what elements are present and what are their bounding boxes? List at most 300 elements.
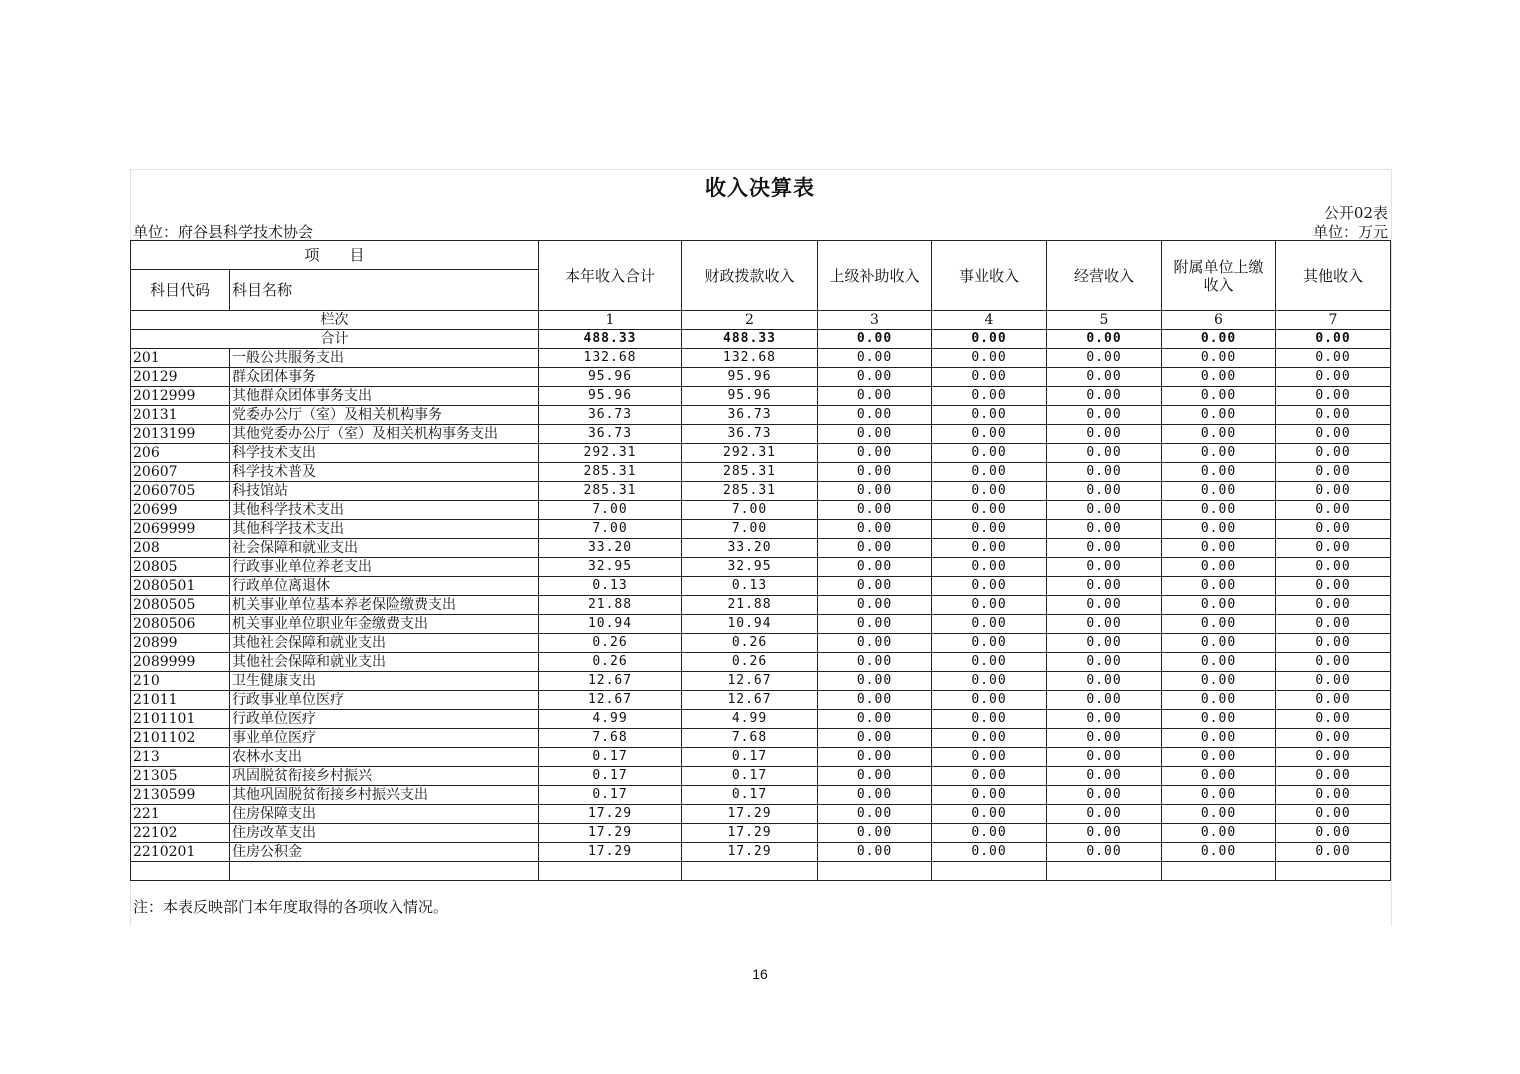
zero-value: 0.00 (1047, 748, 1162, 767)
income-total: 0.17 (539, 786, 682, 805)
header-col-6: 附属单位上缴收入 (1162, 241, 1276, 311)
zero-value: 0.00 (932, 805, 1047, 824)
subject-code: 201 (131, 349, 230, 368)
table-row (131, 672, 1391, 691)
fiscal-appropriation: 7.68 (682, 729, 818, 748)
subject-name: 住房保障支出 (230, 805, 539, 824)
zero-value: 0.00 (818, 672, 932, 691)
subject-name: 党委办公厅（室）及相关机构事务 (230, 406, 539, 425)
table-row (131, 482, 1391, 501)
zero-value: 0.00 (1276, 634, 1391, 653)
empty-cell (818, 862, 932, 881)
page-title: 收入决算表 (705, 175, 815, 200)
subject-code: 2080501 (131, 577, 230, 596)
zero-value: 0.00 (818, 653, 932, 672)
zero-value: 0.00 (818, 786, 932, 805)
income-total: 4.99 (539, 710, 682, 729)
zero-value: 0.00 (1047, 463, 1162, 482)
zero-value: 0.00 (932, 824, 1047, 843)
zero-value: 0.00 (1162, 729, 1276, 748)
subject-code: 2101102 (131, 729, 230, 748)
income-total: 95.96 (539, 368, 682, 387)
empty-cell (539, 862, 682, 881)
total-row (131, 330, 1391, 349)
form-number: 公开02表 (1323, 204, 1388, 222)
income-total: 12.67 (539, 672, 682, 691)
column-number-row (131, 311, 1391, 330)
zero-value: 0.00 (1276, 729, 1391, 748)
zero-value: 0.00 (932, 482, 1047, 501)
subject-code: 2101101 (131, 710, 230, 729)
column-number-label: 栏次 (131, 311, 539, 330)
subject-code: 221 (131, 805, 230, 824)
zero-value: 0.00 (1047, 767, 1162, 786)
zero-value: 0.00 (1276, 843, 1391, 862)
table-row (131, 520, 1391, 539)
empty-cell (131, 862, 230, 881)
income-total: 36.73 (539, 406, 682, 425)
zero-value: 0.00 (1047, 653, 1162, 672)
fiscal-appropriation: 7.00 (682, 501, 818, 520)
fiscal-appropriation: 17.29 (682, 824, 818, 843)
zero-value: 0.00 (818, 368, 932, 387)
subject-code: 208 (131, 539, 230, 558)
fiscal-appropriation: 95.96 (682, 387, 818, 406)
zero-value: 0.00 (1162, 501, 1276, 520)
income-total: 12.67 (539, 691, 682, 710)
zero-value: 0.00 (1162, 368, 1276, 387)
zero-value: 0.00 (1047, 729, 1162, 748)
zero-value: 0.00 (1162, 463, 1276, 482)
header-col-2: 财政拨款收入 (682, 241, 818, 311)
subject-name: 其他群众团体事务支出 (230, 387, 539, 406)
subject-code: 20699 (131, 501, 230, 520)
zero-value: 0.00 (1162, 406, 1276, 425)
table-row (131, 824, 1391, 843)
table-row (131, 349, 1391, 368)
table-row (131, 691, 1391, 710)
zero-value: 0.00 (1276, 824, 1391, 843)
subject-code: 2080505 (131, 596, 230, 615)
zero-value: 0.00 (1162, 558, 1276, 577)
fiscal-appropriation: 132.68 (682, 349, 818, 368)
zero-value: 0.00 (932, 368, 1047, 387)
table-row (131, 805, 1391, 824)
subject-code: 22102 (131, 824, 230, 843)
table-row (131, 425, 1391, 444)
subject-code: 21011 (131, 691, 230, 710)
zero-value: 0.00 (932, 349, 1047, 368)
zero-value: 0.00 (1047, 824, 1162, 843)
zero-value: 0.00 (818, 539, 932, 558)
zero-value: 0.00 (818, 824, 932, 843)
fiscal-appropriation: 0.26 (682, 634, 818, 653)
zero-value: 0.00 (818, 520, 932, 539)
subject-code: 21305 (131, 767, 230, 786)
zero-value: 0.00 (932, 843, 1047, 862)
subject-name: 住房公积金 (230, 843, 539, 862)
subject-code: 20607 (131, 463, 230, 482)
zero-value: 0.00 (1047, 843, 1162, 862)
subject-name: 事业单位医疗 (230, 729, 539, 748)
zero-value: 0.00 (1162, 596, 1276, 615)
zero-value: 0.00 (1047, 539, 1162, 558)
fiscal-appropriation: 0.26 (682, 653, 818, 672)
zero-value: 0.00 (818, 843, 932, 862)
subject-code: 20805 (131, 558, 230, 577)
zero-value: 0.00 (1162, 748, 1276, 767)
income-total: 17.29 (539, 843, 682, 862)
zero-value: 0.00 (1162, 767, 1276, 786)
fiscal-appropriation: 0.17 (682, 786, 818, 805)
zero-value: 0.00 (1276, 577, 1391, 596)
zero-value: 0.00 (1276, 539, 1391, 558)
fiscal-appropriation: 33.20 (682, 539, 818, 558)
zero-value: 0.00 (932, 463, 1047, 482)
zero-value: 0.00 (1162, 539, 1276, 558)
income-total: 7.00 (539, 520, 682, 539)
subject-name: 其他社会保障和就业支出 (230, 653, 539, 672)
column-number: 5 (1047, 311, 1162, 330)
zero-value: 0.00 (1276, 805, 1391, 824)
zero-value: 0.00 (932, 577, 1047, 596)
subject-name: 行政单位离退休 (230, 577, 539, 596)
zero-value: 0.00 (1162, 520, 1276, 539)
zero-value: 0.00 (1162, 653, 1276, 672)
column-number: 3 (818, 311, 932, 330)
zero-value: 0.00 (818, 767, 932, 786)
zero-value: 0.00 (818, 634, 932, 653)
total-label: 合计 (131, 330, 539, 349)
zero-value: 0.00 (1276, 425, 1391, 444)
footnote: 注：本表反映部门本年度取得的各项收入情况。 (133, 898, 449, 916)
subject-name: 科技馆站 (230, 482, 539, 501)
zero-value: 0.00 (1047, 349, 1162, 368)
zero-value: 0.00 (818, 444, 932, 463)
income-total: 17.29 (539, 805, 682, 824)
income-total: 36.73 (539, 425, 682, 444)
subject-code: 2013199 (131, 425, 230, 444)
subject-code: 2069999 (131, 520, 230, 539)
subject-name: 科学技术支出 (230, 444, 539, 463)
zero-value: 0.00 (1276, 558, 1391, 577)
zero-value: 0.00 (1047, 501, 1162, 520)
zero-value: 0.00 (818, 729, 932, 748)
zero-value: 0.00 (1047, 615, 1162, 634)
zero-value: 0.00 (1047, 710, 1162, 729)
zero-value: 0.00 (932, 520, 1047, 539)
column-number: 6 (1162, 311, 1276, 330)
currency-unit: 单位：万元 (1312, 223, 1388, 241)
zero-value: 0.00 (1162, 615, 1276, 634)
income-total: 285.31 (539, 463, 682, 482)
table-row (131, 748, 1391, 767)
zero-value: 0.00 (1276, 596, 1391, 615)
total-value: 488.33 (682, 330, 818, 349)
total-value: 0.00 (932, 330, 1047, 349)
income-total: 21.88 (539, 596, 682, 615)
zero-value: 0.00 (1047, 482, 1162, 501)
zero-value: 0.00 (932, 634, 1047, 653)
fiscal-appropriation: 0.17 (682, 748, 818, 767)
table-row (131, 539, 1391, 558)
zero-value: 0.00 (818, 558, 932, 577)
zero-value: 0.00 (1047, 368, 1162, 387)
subject-code: 2210201 (131, 843, 230, 862)
zero-value: 0.00 (1276, 368, 1391, 387)
fiscal-appropriation: 36.73 (682, 406, 818, 425)
zero-value: 0.00 (1276, 710, 1391, 729)
reporting-unit: 单位：府谷县科学技术协会 (133, 223, 314, 241)
zero-value: 0.00 (818, 387, 932, 406)
zero-value: 0.00 (1162, 824, 1276, 843)
zero-value: 0.00 (1276, 691, 1391, 710)
zero-value: 0.00 (818, 615, 932, 634)
subject-name: 卫生健康支出 (230, 672, 539, 691)
zero-value: 0.00 (1047, 672, 1162, 691)
total-value: 0.00 (1047, 330, 1162, 349)
subject-code: 2130599 (131, 786, 230, 805)
zero-value: 0.00 (818, 349, 932, 368)
zero-value: 0.00 (932, 710, 1047, 729)
zero-value: 0.00 (932, 501, 1047, 520)
zero-value: 0.00 (1047, 406, 1162, 425)
page-number: 16 (752, 966, 768, 982)
fiscal-appropriation: 7.00 (682, 520, 818, 539)
fiscal-appropriation: 36.73 (682, 425, 818, 444)
subject-name: 行政事业单位养老支出 (230, 558, 539, 577)
zero-value: 0.00 (1276, 786, 1391, 805)
zero-value: 0.00 (1276, 672, 1391, 691)
income-total: 0.13 (539, 577, 682, 596)
zero-value: 0.00 (932, 615, 1047, 634)
income-total: 0.17 (539, 748, 682, 767)
zero-value: 0.00 (1047, 596, 1162, 615)
subject-name: 机关事业单位职业年金缴费支出 (230, 615, 539, 634)
total-value: 0.00 (1162, 330, 1276, 349)
table-row (131, 653, 1391, 672)
zero-value: 0.00 (818, 463, 932, 482)
empty-cell (682, 862, 818, 881)
empty-cell (932, 862, 1047, 881)
fiscal-appropriation: 12.67 (682, 672, 818, 691)
income-total: 17.29 (539, 824, 682, 843)
zero-value: 0.00 (1047, 558, 1162, 577)
subject-name: 农林水支出 (230, 748, 539, 767)
fiscal-appropriation: 0.17 (682, 767, 818, 786)
zero-value: 0.00 (818, 596, 932, 615)
zero-value: 0.00 (1276, 653, 1391, 672)
subject-name: 其他社会保障和就业支出 (230, 634, 539, 653)
zero-value: 0.00 (818, 501, 932, 520)
zero-value: 0.00 (1276, 767, 1391, 786)
income-total: 285.31 (539, 482, 682, 501)
zero-value: 0.00 (932, 672, 1047, 691)
zero-value: 0.00 (1047, 577, 1162, 596)
table-row (131, 368, 1391, 387)
zero-value: 0.00 (1162, 672, 1276, 691)
zero-value: 0.00 (1047, 425, 1162, 444)
zero-value: 0.00 (1162, 805, 1276, 824)
subject-code: 213 (131, 748, 230, 767)
subject-name: 科学技术普及 (230, 463, 539, 482)
subject-name: 其他党委办公厅（室）及相关机构事务支出 (230, 425, 539, 444)
header-col-7: 其他收入 (1276, 241, 1391, 311)
table-row (131, 615, 1391, 634)
subject-code: 2089999 (131, 653, 230, 672)
column-number: 1 (539, 311, 682, 330)
header-code: 科目代码 (131, 270, 230, 311)
empty-cell (1162, 862, 1276, 881)
subject-name: 社会保障和就业支出 (230, 539, 539, 558)
header-col-1: 本年收入合计 (539, 241, 682, 311)
zero-value: 0.00 (818, 425, 932, 444)
zero-value: 0.00 (932, 786, 1047, 805)
total-value: 0.00 (818, 330, 932, 349)
zero-value: 0.00 (932, 425, 1047, 444)
zero-value: 0.00 (1047, 634, 1162, 653)
zero-value: 0.00 (932, 406, 1047, 425)
zero-value: 0.00 (818, 748, 932, 767)
zero-value: 0.00 (1276, 482, 1391, 501)
income-table (130, 240, 1391, 881)
table-row (131, 767, 1391, 786)
header-col-5: 经营收入 (1047, 241, 1162, 311)
subject-name: 其他科学技术支出 (230, 520, 539, 539)
zero-value: 0.00 (932, 748, 1047, 767)
zero-value: 0.00 (1276, 520, 1391, 539)
subject-code: 2080506 (131, 615, 230, 634)
income-total: 0.26 (539, 653, 682, 672)
zero-value: 0.00 (932, 596, 1047, 615)
fiscal-appropriation: 10.94 (682, 615, 818, 634)
subject-name: 机关事业单位基本养老保险缴费支出 (230, 596, 539, 615)
zero-value: 0.00 (1162, 634, 1276, 653)
zero-value: 0.00 (1162, 349, 1276, 368)
table-row (131, 577, 1391, 596)
subject-name: 巩固脱贫衔接乡村振兴 (230, 767, 539, 786)
table-row (131, 786, 1391, 805)
header-col-4: 事业收入 (932, 241, 1047, 311)
header-name: 科目名称 (230, 270, 539, 311)
subject-name: 行政事业单位医疗 (230, 691, 539, 710)
zero-value: 0.00 (1047, 387, 1162, 406)
subject-code: 20129 (131, 368, 230, 387)
zero-value: 0.00 (932, 387, 1047, 406)
income-total: 7.00 (539, 501, 682, 520)
table-row (131, 634, 1391, 653)
zero-value: 0.00 (1047, 691, 1162, 710)
zero-value: 0.00 (932, 729, 1047, 748)
table-row (131, 387, 1391, 406)
table-row (131, 406, 1391, 425)
zero-value: 0.00 (1276, 463, 1391, 482)
zero-value: 0.00 (1276, 406, 1391, 425)
subject-code: 210 (131, 672, 230, 691)
zero-value: 0.00 (1276, 444, 1391, 463)
zero-value: 0.00 (932, 767, 1047, 786)
zero-value: 0.00 (1276, 387, 1391, 406)
table-row (131, 558, 1391, 577)
subject-code: 2012999 (131, 387, 230, 406)
subject-code: 20131 (131, 406, 230, 425)
subject-name: 群众团体事务 (230, 368, 539, 387)
zero-value: 0.00 (818, 710, 932, 729)
subject-name: 一般公共服务支出 (230, 349, 539, 368)
zero-value: 0.00 (1162, 710, 1276, 729)
zero-value: 0.00 (818, 482, 932, 501)
table-row (131, 596, 1391, 615)
income-total: 132.68 (539, 349, 682, 368)
income-total: 10.94 (539, 615, 682, 634)
zero-value: 0.00 (1162, 786, 1276, 805)
zero-value: 0.00 (1162, 843, 1276, 862)
fiscal-appropriation: 17.29 (682, 843, 818, 862)
table-row (131, 710, 1391, 729)
subject-name: 其他科学技术支出 (230, 501, 539, 520)
zero-value: 0.00 (1162, 691, 1276, 710)
fiscal-appropriation: 12.67 (682, 691, 818, 710)
column-number: 7 (1276, 311, 1391, 330)
zero-value: 0.00 (818, 577, 932, 596)
table-row (131, 501, 1391, 520)
income-total: 95.96 (539, 387, 682, 406)
zero-value: 0.00 (1162, 482, 1276, 501)
zero-value: 0.00 (1276, 349, 1391, 368)
blank-row (131, 862, 1391, 881)
total-value: 488.33 (539, 330, 682, 349)
zero-value: 0.00 (1047, 805, 1162, 824)
zero-value: 0.00 (818, 406, 932, 425)
zero-value: 0.00 (1047, 520, 1162, 539)
zero-value: 0.00 (1276, 615, 1391, 634)
subject-name: 行政单位医疗 (230, 710, 539, 729)
zero-value: 0.00 (818, 691, 932, 710)
fiscal-appropriation: 292.31 (682, 444, 818, 463)
zero-value: 0.00 (1162, 387, 1276, 406)
zero-value: 0.00 (1162, 425, 1276, 444)
empty-cell (1047, 862, 1162, 881)
zero-value: 0.00 (932, 691, 1047, 710)
zero-value: 0.00 (932, 539, 1047, 558)
table-row (131, 729, 1391, 748)
fiscal-appropriation: 285.31 (682, 482, 818, 501)
fiscal-appropriation: 21.88 (682, 596, 818, 615)
empty-cell (230, 862, 539, 881)
table-row (131, 444, 1391, 463)
fiscal-appropriation: 95.96 (682, 368, 818, 387)
income-total: 33.20 (539, 539, 682, 558)
header-col-3: 上级补助收入 (818, 241, 932, 311)
zero-value: 0.00 (932, 444, 1047, 463)
subject-name: 住房改革支出 (230, 824, 539, 843)
zero-value: 0.00 (1276, 501, 1391, 520)
fiscal-appropriation: 285.31 (682, 463, 818, 482)
total-value: 0.00 (1276, 330, 1391, 349)
subject-code: 20899 (131, 634, 230, 653)
header-item: 项 目 (131, 241, 539, 270)
zero-value: 0.00 (1047, 444, 1162, 463)
fiscal-appropriation: 0.13 (682, 577, 818, 596)
zero-value: 0.00 (932, 653, 1047, 672)
income-total: 7.68 (539, 729, 682, 748)
income-total: 0.17 (539, 767, 682, 786)
income-total: 0.26 (539, 634, 682, 653)
subject-name: 其他巩固脱贫衔接乡村振兴支出 (230, 786, 539, 805)
fiscal-appropriation: 32.95 (682, 558, 818, 577)
column-number: 4 (932, 311, 1047, 330)
fiscal-appropriation: 4.99 (682, 710, 818, 729)
